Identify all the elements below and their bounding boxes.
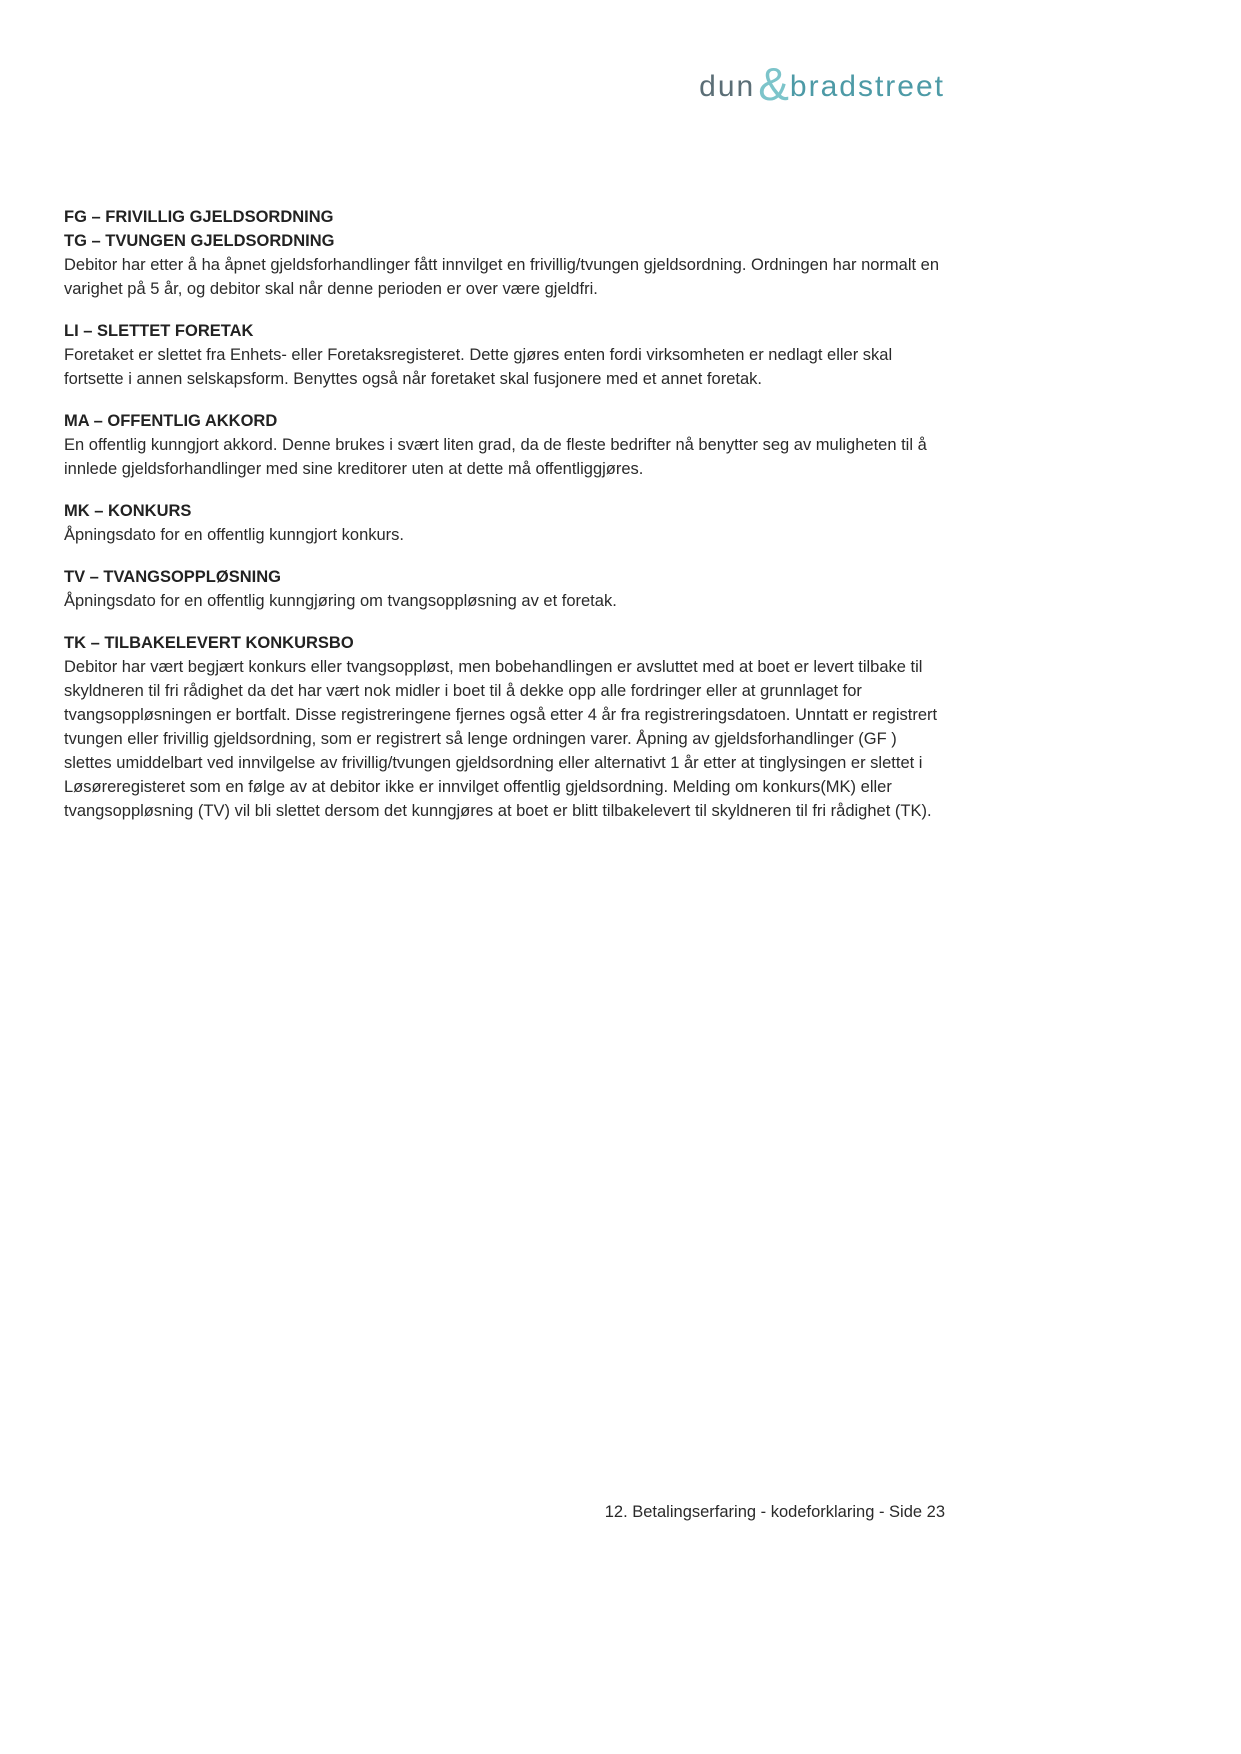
section-body-tk: Debitor har vært begjært konkurs eller tvangsoppløst, men bobehandlingen er avsluttet med at boet er levert tilbake til skyldneren til fri rådighet da det har vært nok midler i boet til å dekke opp alle fordringer eller at grunnlaget for tvangsoppløsningen er bortfalt. Disse registreringene fjernes også etter 4 år fra registreringsdatoen. Unntatt er registrert tvungen eller frivillig gjeldsordning, som er registrert så lenge ordningen varer. Åpning av gjeldsforhandlinger (GF ) slettes umiddelbart ved innvilgelse av frivillig/tvungen gjeldsordning eller alternativt 1 år etter at tinglysingen er slettet i Løsøreregisteret som en følge av at debitor ikke er innvilget offentlig gjeldsordning. Melding om konkurs(MK) eller tvangsoppløsning (TV) vil bli slettet dersom det kunngjøres at boet er blitt tilbakelevert til skyldneren til fri rådighet (TK).: [64, 658, 938, 820]
footer-text: 12. Betalingserfaring - kodeforklaring - Side 23: [604, 1503, 945, 1521]
section-body-li: Foretaket er slettet fra Enhets- eller Foretaksregisteret. Dette gjøres enten fordi virksomheten er nedlagt eller skal fortsette i annen selskapsform. Benyttes også når foretaket skal fusjonere med et annet foretak.: [64, 346, 893, 388]
section-tk: [64, 631, 948, 823]
section-ma: [64, 409, 948, 481]
page-footer: [605, 1500, 945, 1524]
document-content: [64, 205, 948, 841]
section-body-tv: Åpningsdato for en offentlig kunngjøring om tvangsoppløsning av et foretak.: [64, 592, 617, 610]
section-heading-mk: MK – KONKURS: [64, 502, 192, 520]
section-heading-tk: TK – TILBAKELEVERT KONKURSBO: [64, 634, 354, 652]
section-mk: [64, 499, 948, 547]
logo-text-bradstreet: bradstreet: [789, 70, 945, 103]
section-tv: [64, 565, 948, 613]
section-li: [64, 319, 948, 391]
section-heading-fg: FG – FRIVILLIG GJELDSORDNING: [64, 208, 334, 226]
section-heading-li: LI – SLETTET FORETAK: [64, 322, 254, 340]
section-body-mk: Åpningsdato for en offentlig kunngjort konkurs.: [64, 526, 404, 544]
section-heading-ma: MA – OFFENTLIG AKKORD: [64, 412, 278, 430]
section-fg-tg: [64, 205, 948, 301]
section-heading-tg: TG – TVUNGEN GJELDSORDNING: [64, 232, 335, 250]
logo-text-dun: dun: [699, 70, 756, 103]
section-body-fg-tg: Debitor har etter å ha åpnet gjeldsforhandlinger fått innvilget en frivillig/tvungen gjeldsordning. Ordningen har normalt en varighet på 5 år, og debitor skal når denne perioden er over være gjeldfri.: [64, 256, 940, 298]
dnb-logo: [699, 58, 945, 110]
section-heading-tv: TV – TVANGSOPPLØSNING: [64, 568, 281, 586]
section-body-ma: En offentlig kunngjort akkord. Denne brukes i svært liten grad, da de fleste bedrifter nå benytter seg av muligheten til å innlede gjeldsforhandlinger med sine kreditorer uten at dette må offentliggjøres.: [64, 436, 927, 478]
logo-ampersand-icon: &: [758, 58, 789, 110]
